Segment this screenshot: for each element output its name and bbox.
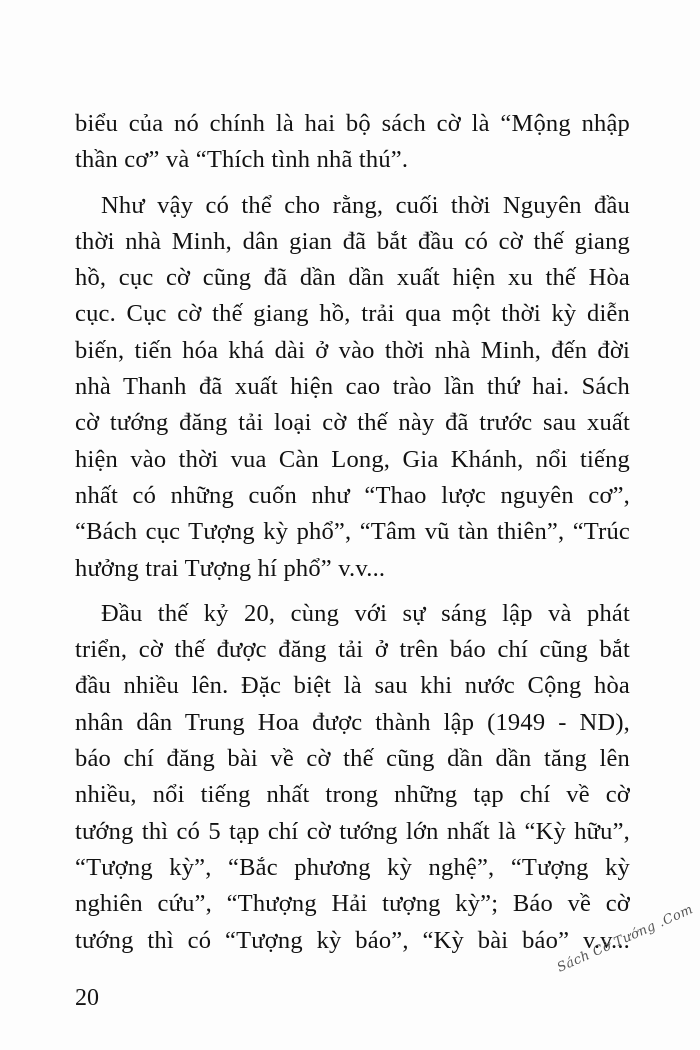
page-number: 20 — [75, 985, 99, 1011]
text-line: Đầu thế kỷ 20, cùng với sự sáng lập và phát — [101, 599, 630, 627]
text-line: Như vậy có thể cho rằng, cuối thời Nguyên đầu — [101, 191, 630, 219]
text-line: “Bách cục Tượng kỳ phổ”, “Tâm vũ tàn thiên”, “Trúc — [75, 518, 630, 546]
text-line: biến, tiến hóa khá dài ở vào thời nhà Minh, đến đời — [75, 336, 630, 364]
text-line: hiện vào thời vua Càn Long, Gia Khánh, nổi tiếng — [75, 445, 630, 473]
text-line: báo chí đăng bài về cờ thế cũng dần dần tăng lên — [75, 745, 630, 773]
paragraph-1 — [75, 106, 630, 179]
text-line: biểu của nó chính là hai bộ sách cờ là “Mộng nhập — [75, 110, 630, 137]
text-line: hồ, cục cờ cũng đã dần dần xuất hiện xu thế Hòa — [75, 264, 630, 292]
text-line: cục. Cục cờ thế giang hồ, trải qua một thời kỳ diễn — [75, 300, 630, 328]
text-line: nhất có những cuốn như “Thao lược nguyên cơ”, — [75, 481, 630, 509]
text-line: nghiên cứu”, “Thượng Hải tượng kỳ”; Báo về cờ — [75, 890, 630, 918]
text-line: cờ tướng đăng tải loại cờ thế này đã trước sau xuất — [75, 409, 630, 437]
text-line: nhà Thanh đã xuất hiện cao trào lần thứ hai. Sách — [75, 373, 630, 401]
paragraph-3 — [75, 596, 630, 959]
watermark-logo: Sách Cờ Tướng .Com — [555, 902, 696, 976]
text-line: thần cơ” và “Thích tình nhã thú”. — [75, 146, 409, 174]
paragraph-2 — [75, 188, 630, 587]
text-line: thời nhà Minh, dân gian đã bắt đầu có cờ thế giang — [75, 227, 630, 255]
text-line: tướng thì có 5 tạp chí cờ tướng lớn nhất là “Kỳ hữu”, — [75, 817, 630, 845]
body-text — [75, 106, 630, 959]
text-line: hưởng trai Tượng hí phổ” v.v... — [75, 554, 386, 582]
text-line: tướng thì có “Tượng kỳ báo”, “Kỳ bài báo” v.v... — [75, 926, 630, 954]
text-line: nhân dân Trung Hoa được thành lập (1949 - ND), — [75, 708, 630, 736]
text-line: triển, cờ thế được đăng tải ở trên báo chí cũng bắt — [75, 636, 630, 664]
text-line: nhiều, nổi tiếng nhất trong những tạp chí về cờ — [75, 781, 630, 809]
text-line: đầu nhiều lên. Đặc biệt là sau khi nước Cộng hòa — [75, 672, 630, 700]
text-line: “Tượng kỳ”, “Bắc phương kỳ nghệ”, “Tượng kỳ — [75, 853, 630, 881]
